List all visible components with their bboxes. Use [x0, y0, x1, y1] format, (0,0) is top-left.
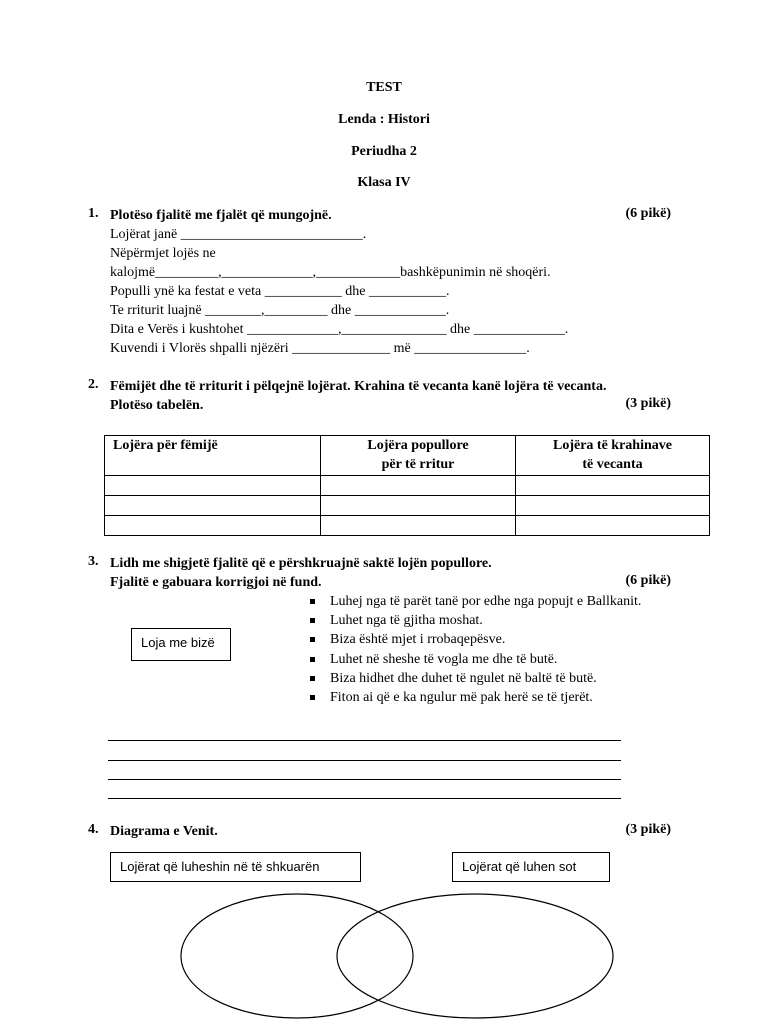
question-2-points: (3 pikë) — [625, 396, 671, 411]
q1-fill-line: Populli ynë ka festat e veta ___________ dhe ___________. — [110, 284, 450, 299]
column-header-regional-games-cont: të vecanta — [582, 457, 643, 472]
statement-text: Luhet në sheshe të vogla me dhe të butë. — [330, 651, 558, 667]
test-title: TEST — [366, 80, 402, 95]
venn-right-circle[interactable] — [337, 894, 613, 1018]
game-label-box: Loja me bizë — [131, 628, 231, 661]
column-header-adult-games: Lojëra popullore — [367, 438, 469, 453]
q1-fill-line: Kuvendi i Vlorës shpalli njëzëri ______________ më ________________. — [110, 341, 530, 356]
question-2-number: 2. — [88, 377, 99, 392]
statement-text: Luhet nga të gjitha moshat. — [330, 613, 483, 629]
statement-text: Biza është mjet i rrobaqepësve. — [330, 632, 506, 648]
question-3-prompt-cont: Fjalitë e gabuara korrigjoi në fund. — [110, 575, 322, 590]
q1-fill-line: Nëpërmjet lojës ne — [110, 246, 216, 261]
grade-heading: Klasa IV — [357, 175, 411, 190]
subject-heading: Lenda : Histori — [338, 112, 430, 127]
column-header-regional-games: Lojëra të krahinave — [553, 438, 672, 453]
q1-fill-line: Lojërat janë __________________________. — [110, 227, 367, 242]
question-1-prompt: Plotëso fjalitë me fjalët që mungojnë. — [110, 208, 332, 223]
question-3-prompt: Lidh me shigjetë fjalitë që e përshkruajnë saktë lojën popullore. — [110, 556, 492, 571]
venn-left-circle[interactable] — [181, 894, 413, 1018]
question-3-number: 3. — [88, 554, 99, 569]
question-4-number: 4. — [88, 822, 99, 837]
question-2-prompt: Fëmijët dhe të rriturit i pëlqejnë lojërat. Krahina të vecanta kanë lojëra të vecanta. — [110, 379, 607, 394]
column-header-children-games: Lojëra për fëmijë — [113, 438, 218, 453]
question-4-prompt: Diagrama e Venit. — [110, 824, 218, 839]
column-header-adult-games-cont: për të rritur — [381, 457, 455, 472]
period-heading: Periudha 2 — [351, 144, 417, 159]
q1-fill-line: kalojmë_________,_____________,____________bashkëpunimin në shoqëri. — [110, 265, 551, 280]
venn-left-label-box: Lojërat që luheshin në të shkuarën — [110, 852, 361, 882]
statement-text: Fiton ai që e ka ngulur më pak herë se të tjerët. — [330, 690, 593, 706]
question-2-prompt-cont: Plotëso tabelën. — [110, 398, 204, 413]
question-3-points: (6 pikë) — [625, 573, 671, 588]
q1-fill-line: Te rriturit luajnë ________,_________ dhe _____________. — [110, 303, 450, 318]
venn-right-label-box: Lojërat që luhen sot — [452, 852, 610, 882]
statement-text: Luhej nga të parët tanë por edhe nga popujt e Ballkanit. — [330, 594, 642, 609]
question-1-number: 1. — [88, 206, 99, 221]
question-1-points: (6 pikë) — [625, 206, 671, 221]
question-4-points: (3 pikë) — [625, 822, 671, 837]
q1-fill-line: Dita e Verës i kushtohet _____________,_______________ dhe _____________. — [110, 322, 569, 337]
statement-text: Biza hidhet dhe duhet të ngulet në baltë të butë. — [330, 670, 597, 686]
